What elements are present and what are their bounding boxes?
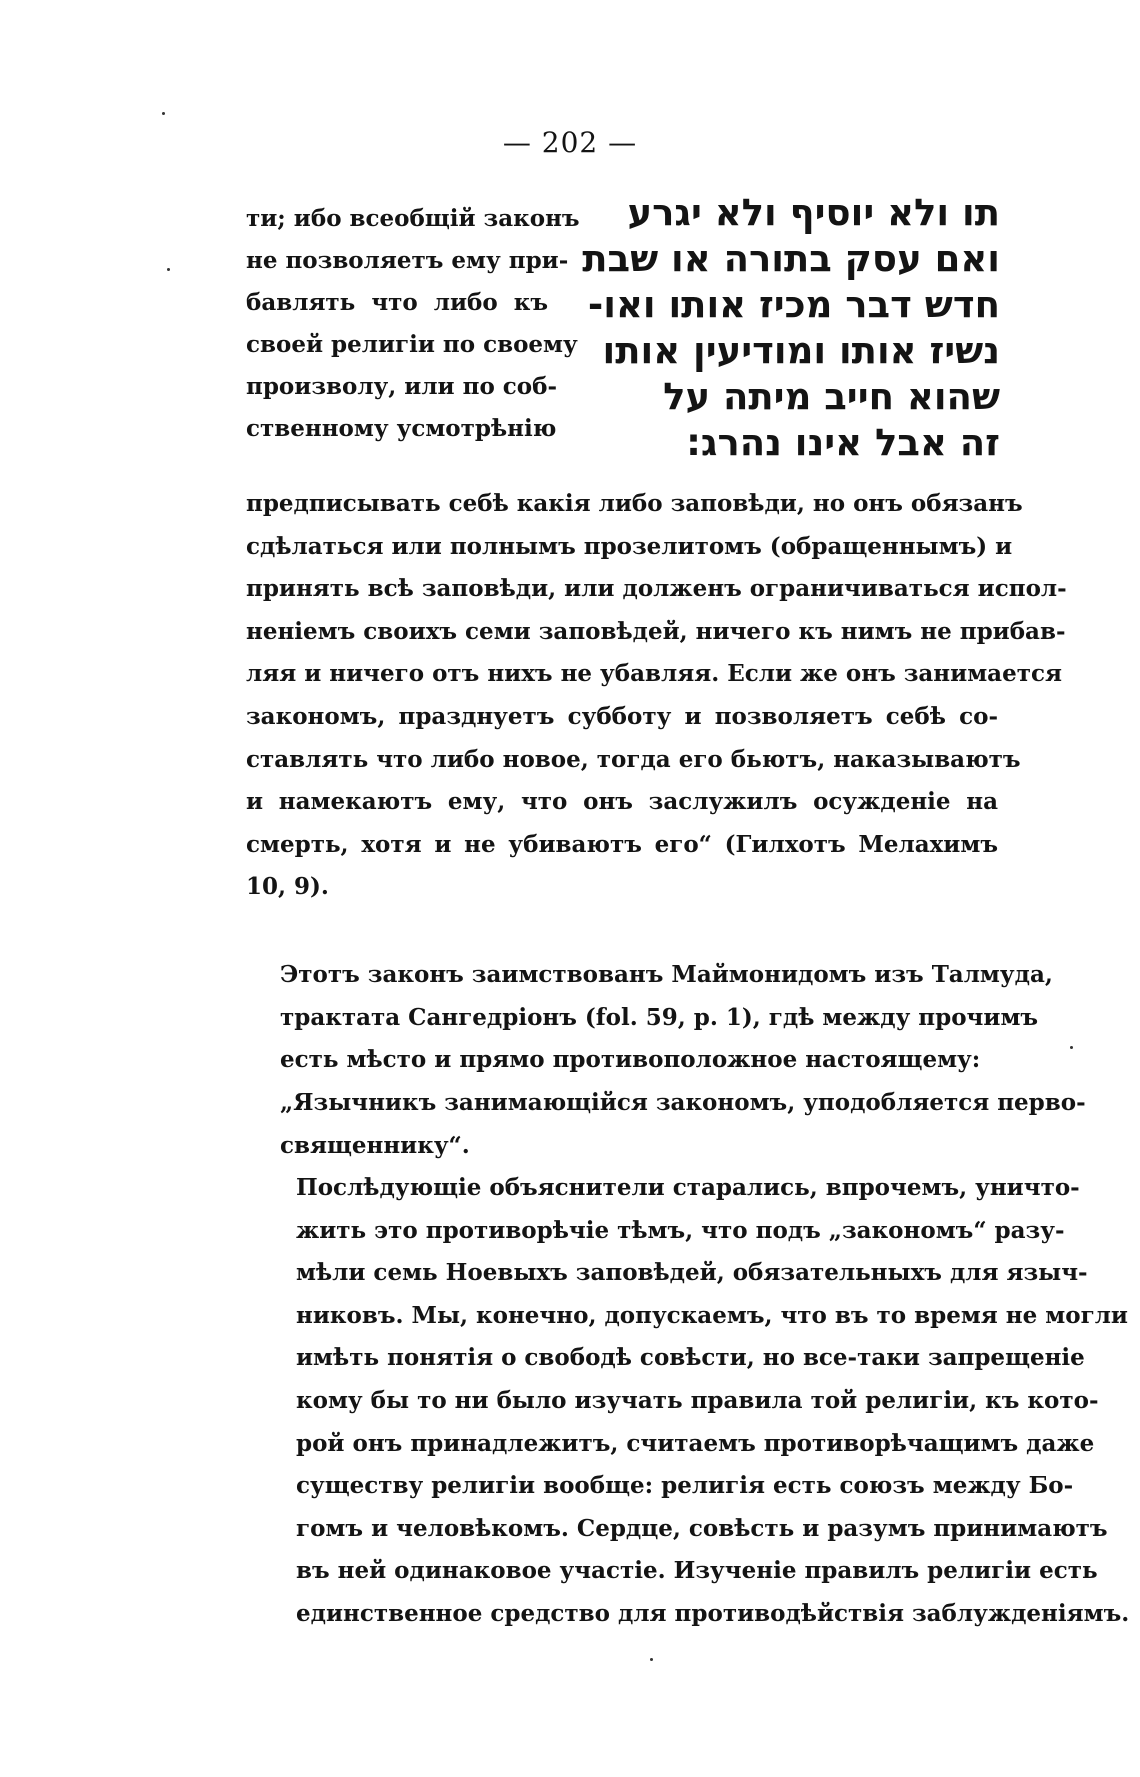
text-line: кому бы то ни было изучать правила той религіи, къ кото- xyxy=(296,1386,1099,1414)
text-line: Послѣдующіе объяснители старались, впрочемъ, уничто- xyxy=(296,1174,1080,1201)
text-line: есть мѣсто и прямо противоположное настоящему: xyxy=(280,1046,981,1074)
text-line: неніемъ своихъ семи заповѣдей, ничего къ нимъ не прибав- xyxy=(246,617,1066,645)
page-number: — 202 — xyxy=(502,126,638,159)
text-line: жить это противорѣчіе тѣмъ, что подъ „закономъ“ разу- xyxy=(296,1216,1065,1244)
hebrew-column-line: שהוא חייב מיתה על xyxy=(663,375,1000,418)
text-line: единственное средство для противодѣйствія заблужденіямъ. xyxy=(296,1599,1130,1627)
text-line: никовъ. Мы, конечно, допускаемъ, что въ то время не могли xyxy=(296,1301,1128,1329)
text-line: имѣть понятія о свободѣ совѣсти, но все-таки запрещеніе xyxy=(296,1344,1085,1372)
text-line: 10, 9). xyxy=(246,873,329,901)
text-line: смерть, хотя и не убиваютъ его“ (Гилхотъ Мелахимъ xyxy=(246,830,998,858)
hebrew-column-line: נשיז אותו ומודיעין אותו xyxy=(602,329,1000,372)
russian-column-line: бавлять что либо къ xyxy=(246,289,548,316)
text-line: Этотъ законъ заимствованъ Маймонидомъ изъ Талмуда, xyxy=(280,961,1053,988)
text-line: закономъ, празднуетъ субботу и позволяетъ себѣ со- xyxy=(246,702,998,730)
paper-speck xyxy=(1070,1046,1073,1049)
text-line: ляя и ничего отъ нихъ не убавляя. Если же онъ занимается xyxy=(246,660,1062,688)
text-line: и намекаютъ ему, что онъ заслужилъ осужденіе на xyxy=(246,788,998,816)
paragraph-continuation xyxy=(246,483,1067,909)
hebrew-column-line: חדש דבר מכיז אותו ואו- xyxy=(587,283,1000,326)
text-line: въ ней одинаковое участіе. Изученіе правилъ религіи есть xyxy=(296,1557,1098,1585)
hebrew-column-line: תו ולא יוסיף ולא יגרע xyxy=(627,191,1000,234)
text-line: „Язычникъ занимающійся закономъ, уподобляется перво- xyxy=(280,1089,1086,1116)
text-line: предписывать себѣ какія либо заповѣди, но онъ обязанъ xyxy=(246,490,1023,517)
hebrew-column xyxy=(568,190,1000,466)
hebrew-column-line: זה אבל אינו נהרג: xyxy=(686,421,1000,464)
russian-column-line: произволу, или по соб- xyxy=(246,373,558,400)
text-line: принять всѣ заповѣди, или долженъ ограничиваться испол- xyxy=(246,575,1067,603)
text-line: сдѣлаться или полнымъ прозелитомъ (обращеннымъ) и xyxy=(246,532,1013,560)
hebrew-column-line: ואם עסק בתורה או שבת xyxy=(582,237,1000,280)
paragraph-quote xyxy=(246,1082,1086,1167)
paper-speck xyxy=(162,112,165,115)
text-line: рой онъ принадлежитъ, считаемъ противорѣчащимъ даже xyxy=(296,1429,1095,1457)
text-line: трактата Сангедріонъ (fol. 59, p. 1), гдѣ между прочимъ xyxy=(280,1003,1039,1031)
text-line: ставлять что либо новое, тогда его бьютъ, наказываютъ xyxy=(246,745,1021,773)
russian-column-line: ственному усмотрѣнію xyxy=(246,415,557,442)
text-line: существу религіи вообще: религія есть союзъ между Бо- xyxy=(296,1472,1074,1500)
paragraph-commentary xyxy=(246,1167,1130,1636)
paragraph-talmud-source xyxy=(246,954,1053,1082)
russian-column-line: ти; ибо всеобщій законъ xyxy=(246,205,580,232)
russian-column xyxy=(246,198,580,450)
two-column-block xyxy=(246,191,1000,480)
text-line: мѣли семь Ноевыхъ заповѣдей, обязательныхъ для языч- xyxy=(296,1259,1088,1287)
paper-speck xyxy=(650,1658,653,1661)
russian-column-line: своей религіи по своему xyxy=(246,331,578,358)
text-line: священнику“. xyxy=(280,1131,470,1159)
russian-column-line: не позволяетъ ему при- xyxy=(246,247,569,274)
paper-speck xyxy=(167,268,170,271)
text-line: гомъ и человѣкомъ. Сердце, совѣсть и разумъ принимаютъ xyxy=(296,1514,1108,1542)
